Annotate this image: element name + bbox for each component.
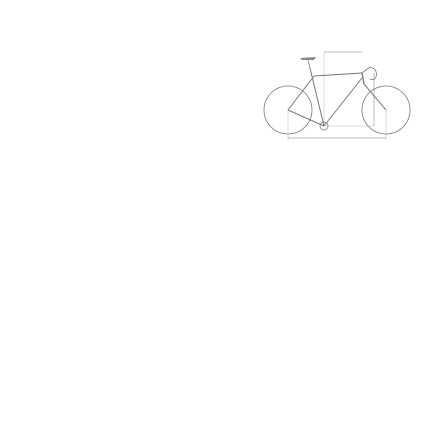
frame-seat-tube <box>310 68 324 126</box>
frame-chainstay <box>288 110 324 126</box>
saddle <box>300 57 316 60</box>
stem <box>362 67 370 73</box>
bike-geometry-diagram <box>254 40 424 160</box>
handlebar <box>370 67 376 80</box>
seatpost <box>308 60 310 68</box>
frame-down-tube <box>324 78 362 126</box>
frame-top-tube <box>314 73 362 76</box>
frame-head-tube <box>362 73 364 84</box>
frame-seatstay <box>288 76 314 110</box>
frame-fork <box>364 84 386 110</box>
